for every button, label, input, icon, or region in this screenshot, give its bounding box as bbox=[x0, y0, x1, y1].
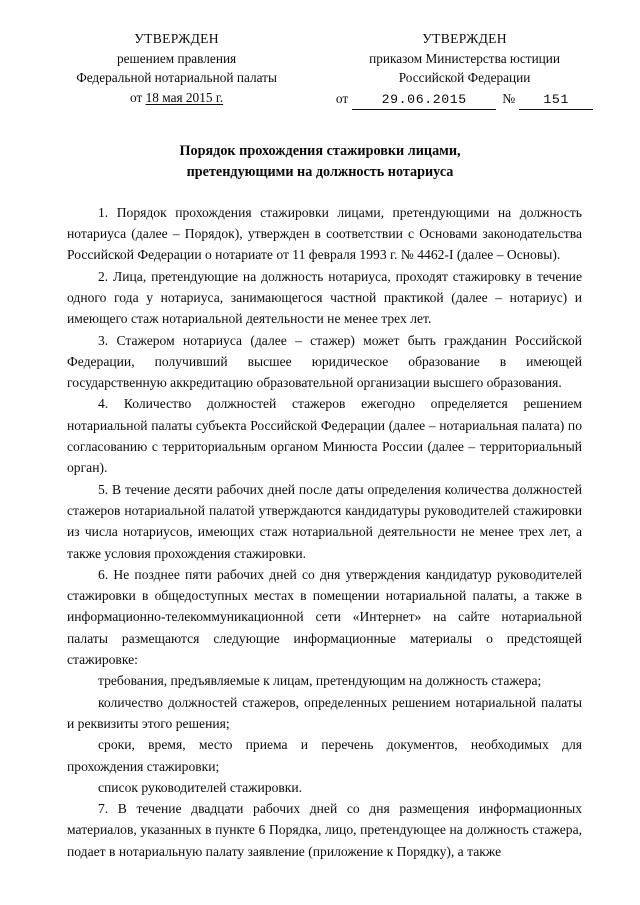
approval-right-line2: Российской Федерации bbox=[398, 70, 531, 86]
order-number-value: 151 bbox=[519, 92, 593, 110]
approval-left-date bbox=[36, 88, 317, 108]
number-sign-icon: № bbox=[502, 90, 516, 106]
approval-left-line2: Федеральной нотариальной палаты bbox=[76, 70, 277, 86]
page-title-line2: претендующими на должность нотариуса bbox=[186, 163, 454, 180]
approval-block-right bbox=[317, 29, 612, 110]
paragraph-6-item-3: сроки, время, место приема и перечень документов, необходимых для прохождения стажировки; bbox=[67, 737, 582, 774]
page-title-line1: Порядок прохождения стажировки лицами, bbox=[179, 142, 461, 159]
paragraph-6: 6. Не позднее пяти рабочих дней со дня утверждения кандидатур руководителей стажировки в общедоступных местах в помещении нотариальной палаты, а также в информационно-телекоммуникационной сети «Интернет» на сайте нотариальной палаты размещаются следующие информационные материалы о предстоящей стажировке: bbox=[67, 566, 582, 668]
paragraph-4: 4. Количество должностей стажеров ежегодно определяется решением нотариальной палаты субъекта Российской Федерации (далее – нотариальная палата) по согласованию с территориальным органом Минюста России (далее – территориальный орган). bbox=[67, 396, 582, 476]
approval-block-left bbox=[36, 29, 317, 110]
paragraph-6-item-1: требования, предъявляемые к лицам, претендующим на должность стажера; bbox=[98, 673, 542, 689]
paragraph-6-item-4: список руководителей стажировки. bbox=[98, 779, 303, 795]
page-title bbox=[85, 141, 555, 183]
approval-right-title: УТВЕРЖДЕН bbox=[422, 31, 507, 46]
paragraph-2: 2. Лица, претендующие на должность нотариуса, проходят стажировку в течение одного года у нотариуса, занимающегося частной практикой (далее – нотариус) и имеющего стаж нотариальной деятельности не менее трех лет. bbox=[67, 268, 582, 327]
document-body bbox=[0, 202, 640, 862]
order-date-value: 29.06.2015 bbox=[352, 92, 496, 110]
approval-left-title: УТВЕРЖДЕН bbox=[134, 31, 219, 46]
paragraph-7: 7. В течение двадцати рабочих дней со дня размещения информационных материалов, указанных в пункте 6 Порядка, лицо, претендующее на должность стажера, подает в нотариальную палату заявление (приложение к Порядку), а также bbox=[67, 801, 582, 859]
approval-left-date-prefix: от bbox=[130, 89, 146, 105]
paragraph-1: 1. Порядок прохождения стажировки лицами, претендующими на должность нотариуса (далее – Порядок), утвержден в соответствии с Основами законодательства Российской Федерации о нотариате от 11 февраля 1993 г. № 4462-I (далее – Основы). bbox=[67, 204, 582, 263]
approval-header bbox=[0, 0, 640, 110]
approval-right-line1: приказом Министерства юстиции bbox=[369, 50, 561, 66]
order-date-number-line bbox=[317, 89, 612, 110]
paragraph-3: 3. Стажером нотариуса (далее – стажер) может быть гражданин Российской Федерации, получивший высшее юридическое образование в имеющей государственную аккредитацию образовательной организации высшего образования. bbox=[67, 332, 582, 391]
paragraph-5: 5. В течение десяти рабочих дней после даты определения количества должностей стажеров нотариальной палатой утверждаются кандидатуры руководителей стажировки из числа нотариусов, имеющих стаж нотариальной деятельности не менее трех лет, а также условия прохождения стажировки. bbox=[67, 481, 582, 561]
approval-left-line1: решением правления bbox=[116, 50, 237, 66]
approval-left-date-value: 18 мая 2015 г. bbox=[145, 89, 224, 105]
order-date-label: от bbox=[335, 90, 349, 106]
paragraph-6-item-2: количество должностей стажеров, определенных решением нотариальной палаты и реквизиты этого решения; bbox=[67, 694, 582, 731]
